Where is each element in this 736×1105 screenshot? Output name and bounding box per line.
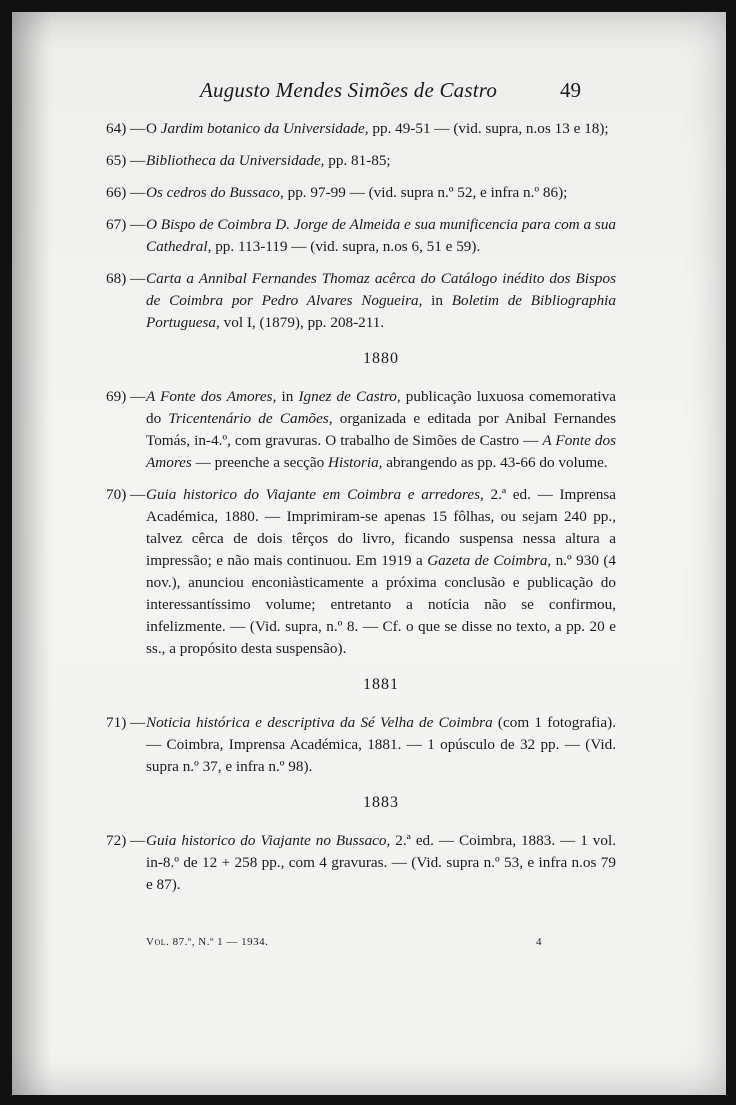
footer-volume: Vol. 87.º, N.º 1 — 1934. [146, 936, 269, 948]
entry-text [146, 712, 616, 778]
entry-title-italic: Bibliotheca da Universidade [146, 152, 321, 169]
year-heading: 1881 [363, 676, 399, 693]
page-footer [146, 936, 546, 956]
entry-number: 64) — [106, 120, 146, 137]
entry-title-italic: A Fonte dos Amores [146, 388, 273, 405]
entry-text-run: , abrangendo as pp. 43-66 do volume. [378, 454, 608, 471]
entry-text-run: , 2.ª ed. — Imprensa Académica, 1880. — Imprimiram-se apenas 15 fôlhas, ou sejam 240 pp., talvez cêrca de dois têrços do livro, ficando suspensa nessa altura a impressão; e não mais continuou. Em 1919 a [146, 486, 616, 569]
entry-title-italic: Ignez de Castro [298, 388, 397, 405]
entry-title-italic: Tricentenário de Camões [168, 410, 329, 427]
entry-number: 68) — [106, 270, 146, 287]
entry-text [146, 386, 616, 474]
page-number: 49 [560, 78, 581, 102]
entry-title-italic: Historia [328, 454, 379, 471]
entry-title-italic: Boletim de Bibliographia Portuguesa [146, 292, 616, 331]
entry-text [146, 214, 616, 258]
entry-text-run: , in [418, 292, 452, 309]
entry-title-italic: Noticia histórica e descriptiva da Sé Velha de Coimbra [146, 714, 493, 731]
bibliography-entry [106, 386, 616, 474]
entry-text-run: , in [272, 388, 299, 405]
footer-signature: 4 [536, 936, 542, 948]
entry-title-italic: Carta a Annibal Fernandes Thomaz acêrca do Catálogo inédito dos Bispos de Coimbra por Pedro Alvares Nogueira [146, 270, 616, 309]
entry-text-run: , pp. 81-85; [320, 152, 391, 169]
bibliography-entry [106, 712, 616, 778]
entry-title-italic: Os cedros do Bussaco [146, 184, 281, 201]
entry-title-italic: A Fonte dos Amores [146, 432, 616, 471]
entry-text-run: , pp. 97-99 — (vid. supra n.º 52, e infra n.º 86); [280, 184, 568, 201]
entry-text [146, 182, 616, 204]
entry-number: 71) — [106, 714, 146, 731]
bibliography-entry [106, 214, 616, 258]
entry-text [146, 150, 616, 172]
entry-text-run: , vol I, (1879), pp. 208-211. [216, 314, 385, 331]
entry-text-run: O [146, 120, 161, 137]
page-header [0, 78, 736, 102]
entry-text-run: , pp. 113-119 — (vid. supra, n.os 6, 51 e 59). [207, 238, 481, 255]
year-heading: 1880 [363, 350, 399, 367]
entry-text-run: , organizada e editada por Anibal Fernandes Tomás, in-4.º, com gravuras. O trabalho de Simões de Castro — [146, 410, 616, 449]
entry-text-run: , 2.ª ed. — Coimbra, 1883. — 1 vol. in-8.º de 12 + 258 pp., com 4 gravuras. — (Vid. supra n.º 53, e infra n.os 79 e 87). [146, 832, 616, 893]
entry-title-italic: Guia historico do Viajante em Coimbra e arredores [146, 486, 480, 503]
entry-text [146, 830, 616, 896]
entry-title-italic: Guia historico do Viajante no Bussaco [146, 832, 387, 849]
bibliography-entry [106, 182, 616, 204]
entry-text [146, 484, 616, 660]
bibliography-entry [106, 268, 616, 334]
entry-number: 65) — [106, 152, 146, 169]
entry-text-run: , pp. 49-51 — (vid. supra, n.os 13 e 18); [364, 120, 609, 137]
page-spine-shadow [12, 12, 52, 1095]
entry-number: 70) — [106, 486, 146, 503]
entry-title-italic: O Bispo de Coimbra D. Jorge de Almeida e sua munificencia para com a sua Cathedral [146, 216, 616, 255]
entry-text-run: (com 1 fotografia). — Coimbra, Imprensa Académica, 1881. — 1 opúsculo de 32 pp. — (Vid. supra n.º 37, e infra n.º 98). [146, 714, 616, 775]
entry-title-italic: Gazeta de Coimbra [427, 552, 548, 569]
bibliography-entry [106, 150, 616, 172]
entry-text [146, 268, 616, 334]
entry-number: 72) — [106, 832, 146, 849]
entry-text-run: , n.º 930 (4 nov.), anunciou enconiàsticamente a próxima conclusão e publicação do interessantíssimo volume; entretanto a notícia não se confirmou, infelizmente. — (Vid. supra, n.º 8. — Cf. o que se disse no texto, a pp. 20 e ss., a propósito desta suspensão). [146, 552, 616, 657]
entry-text-run: , publicação luxuosa comemorativa do [146, 388, 616, 427]
entry-number: 66) — [106, 184, 146, 201]
bibliography-list [106, 118, 616, 906]
entry-text [146, 118, 616, 140]
year-heading: 1883 [363, 794, 399, 811]
bibliography-entry [106, 830, 616, 896]
bibliography-entry [106, 484, 616, 660]
entry-title-italic: Jardim botanico da Universidade [160, 120, 365, 137]
entry-text-run: — preenche a secção [191, 454, 329, 471]
entry-number: 67) — [106, 216, 146, 233]
running-title: Augusto Mendes Simões de Castro [200, 78, 498, 102]
entry-number: 69) — [106, 388, 146, 405]
bibliography-entry [106, 118, 616, 140]
